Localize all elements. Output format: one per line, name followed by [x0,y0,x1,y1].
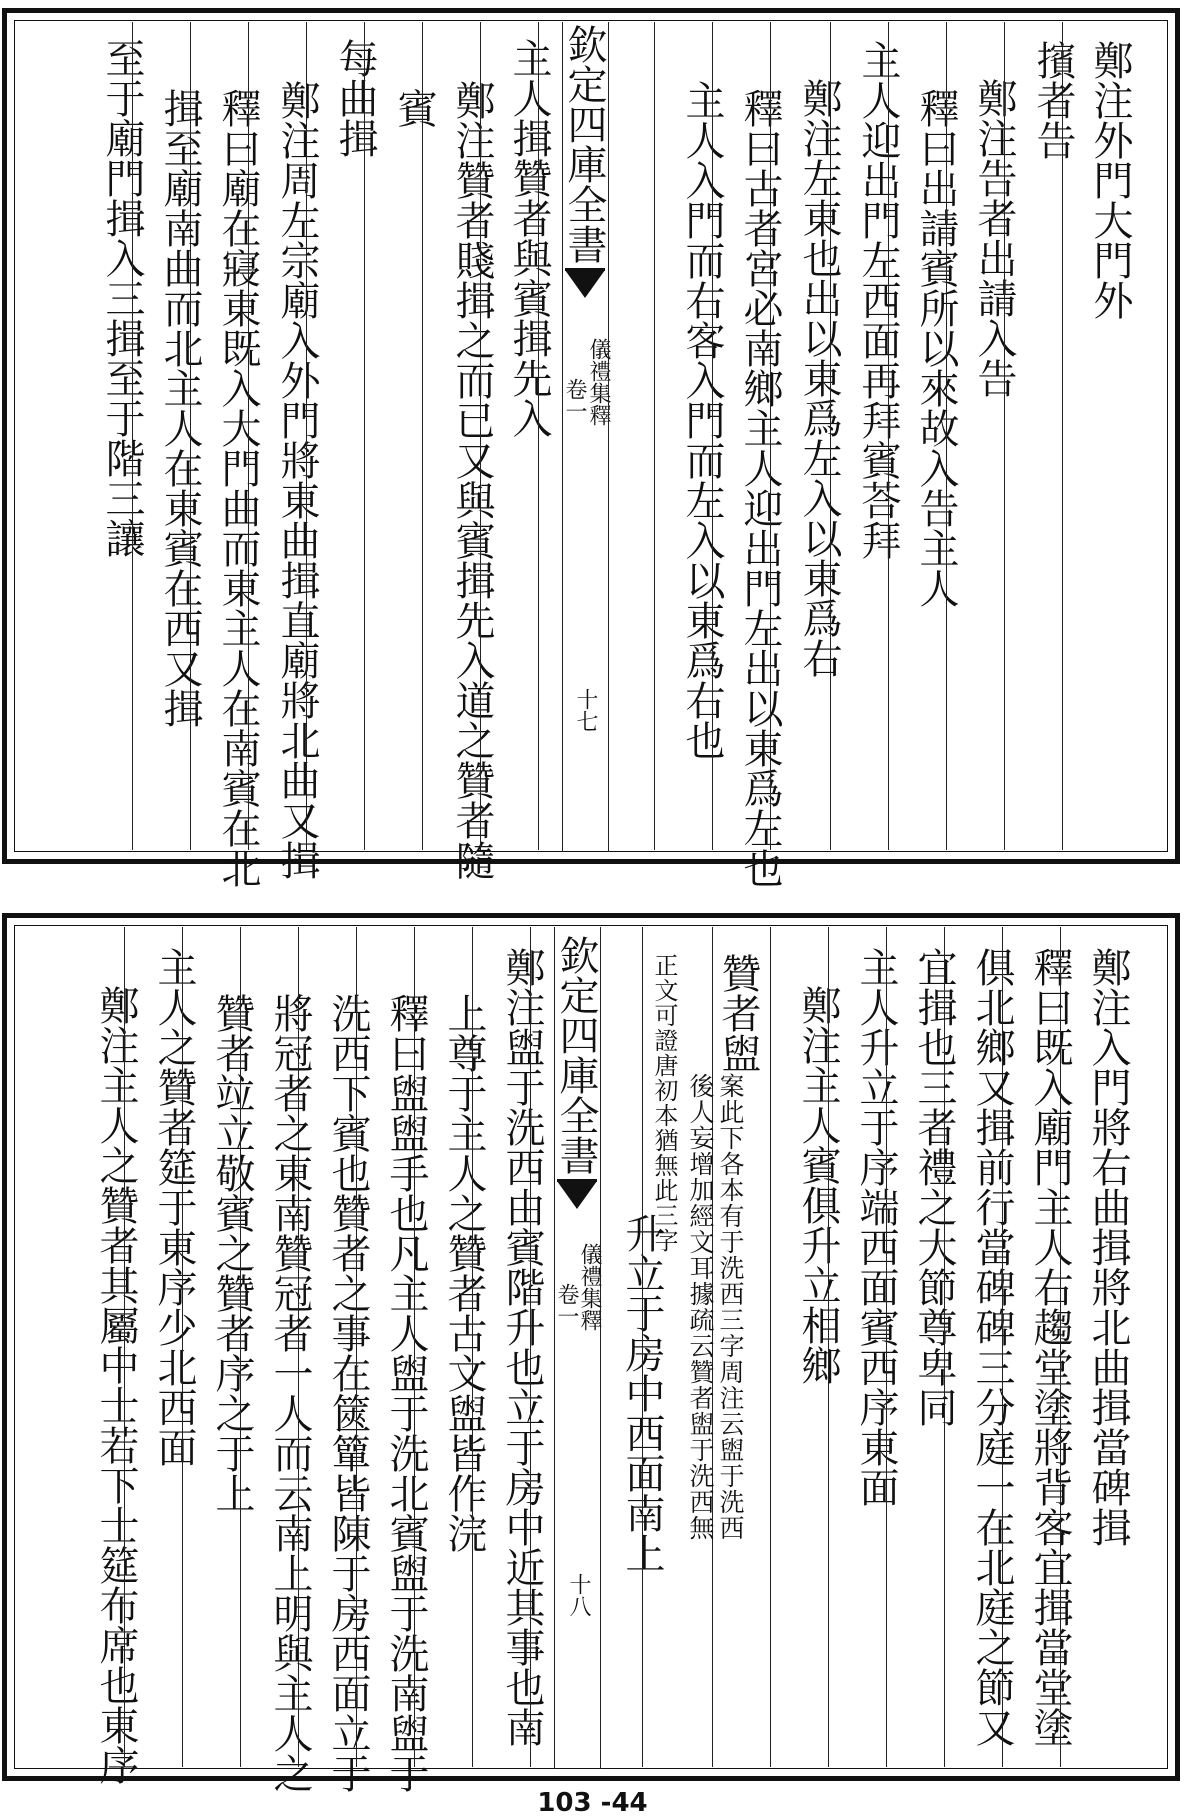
lower-page-column: 釋曰盥盥手也凡主人盥于洗北賓盥于洗南盥于 [383,993,429,1793]
upper-page-column: 賓 [391,88,437,128]
upper-page-column: 釋曰廟在寢東既入大門曲而東主人在南賓在北 [215,88,261,888]
column-rule [1062,22,1063,850]
column-rule [886,927,887,1767]
lower-note-column: 後人妄增加經文耳據疏云贊者盥于洗西無 [686,1073,715,1541]
upper-folio: 十七 [573,688,598,732]
column-rule [472,927,473,1767]
column-rule [182,927,183,1767]
upper-page-column: 鄭注告者出請入告 [971,78,1017,398]
column-rule [1004,22,1005,850]
upper-page-column: 主人入門而右客入門而左入以東爲右也 [679,80,725,760]
column-rule [530,927,531,1767]
upper-page-column: 每曲揖 [332,38,378,158]
lower-page-column: 鄭注入門將右曲揖將北曲揖當碑揖 [1085,947,1131,1547]
upper-fold-line-left [562,22,563,852]
lower-work-title: 儀禮集釋 [577,1243,602,1331]
upper-volume: 卷一 [562,378,587,422]
lower-page-column: 贊者竝立敬賓之贊者序之于上 [209,993,255,1513]
upper-page-column: 釋曰古者宮必南鄉主人迎出門左出以東爲左也 [737,88,783,888]
lower-page-column: 洗西下賓也贊者之事在篋簞皆陳于房西面立于 [325,993,371,1793]
column-rule [190,22,191,850]
column-rule [240,927,241,1767]
column-rule [946,22,947,850]
upper-page-column: 釋曰出請賓所以來故入告主人 [913,88,959,608]
upper-page-column: 揖至廟南曲而北主人在東賓在西又揖 [157,88,203,728]
column-rule [124,927,125,1767]
upper-fold-line-right [608,22,609,852]
lower-page [2,913,1180,1793]
column-rule [356,927,357,1767]
upper-page-column: 鄭注贊者賤揖之而已又與賓揖先入道之贊者隨 [449,80,495,880]
lower-page-column: 鄭注主人賓俱升立相鄉 [795,985,841,1385]
column-rule [770,22,771,850]
upper-page [2,8,1180,888]
lower-page-column: 主人升立于序端西面賓西序東面 [853,947,899,1507]
column-rule [888,22,889,850]
lower-page-column: 釋曰既入廟門主人右趨堂塗將背客宜揖當堂塗 [1027,947,1073,1747]
lower-folio: 十八 [566,1573,591,1617]
lower-note-column: 案此下各本有于洗西三字周注云盥于洗西 [716,1073,745,1541]
column-rule [480,22,481,850]
column-rule [1002,927,1003,1767]
lower-page-column: 將冠者之東南贊冠者一人而云南上明與主人之 [267,993,313,1793]
lower-page-column: 鄭注主人之贊者其屬中士若下士筵布席也東序 [93,985,139,1785]
column-rule [1060,927,1061,1767]
upper-page-column: 鄭注周左宗廟入外門將東曲揖直廟將北曲又揖 [274,80,320,880]
column-rule [828,927,829,1767]
lower-page-column: 主人之贊者筵于東序少北西面 [151,947,197,1467]
lower-page-column: 正文可證唐初本猶無此三字 [650,953,678,1253]
upper-page-column: 擯者告 [1030,40,1076,160]
upper-page-column: 主人揖贊者與賓揖先入 [506,38,552,438]
upper-page-column: 至于廟門揖入三揖至于階三讓 [99,38,145,558]
column-rule [248,22,249,850]
column-rule [538,22,539,850]
lower-book-title: 欽定四庫全書 [553,935,599,1175]
column-rule [830,22,831,850]
column-rule [944,927,945,1767]
lower-fishtail-icon [557,1181,597,1209]
column-rule [770,927,771,1767]
page-number: 103 -44 [537,1788,648,1818]
lower-page-column: 升立于房中西面南上 [619,1213,665,1573]
upper-work-title: 儀禮集釋 [586,338,611,426]
upper-page-column: 主人迎出門左西面再拜賓荅拜 [855,40,901,560]
lower-page-column: 上尊于主人之贊者古文盥皆作浣 [441,993,487,1553]
column-rule [422,22,423,850]
lower-volume: 卷一 [554,1283,579,1327]
column-rule [642,927,643,1767]
upper-fishtail-icon [565,270,605,298]
lower-page-column: 宜揖也三者禮之大節尊卑同 [911,947,957,1427]
lower-fold-line-left [554,927,555,1769]
upper-page-column: 鄭注外門大門外 [1087,40,1133,320]
upper-page-column: 鄭注左東也出以東爲左入以東爲右 [796,78,842,678]
lower-fold-line-right [600,927,601,1769]
upper-book-title: 欽定四庫全書 [561,24,607,264]
column-rule [298,927,299,1767]
column-rule [654,22,655,850]
column-rule [132,22,133,850]
lower-page-column: 贊者盥 [715,953,761,1073]
column-rule [712,22,713,850]
lower-page-column: 俱北鄉又揖前行當碑碑三分庭一在北庭之節又 [969,947,1015,1747]
lower-page-column: 鄭注盥于洗西由賓階升也立于房中近其事也南 [499,947,545,1747]
column-rule [306,22,307,850]
column-rule [414,927,415,1767]
column-rule [364,22,365,850]
